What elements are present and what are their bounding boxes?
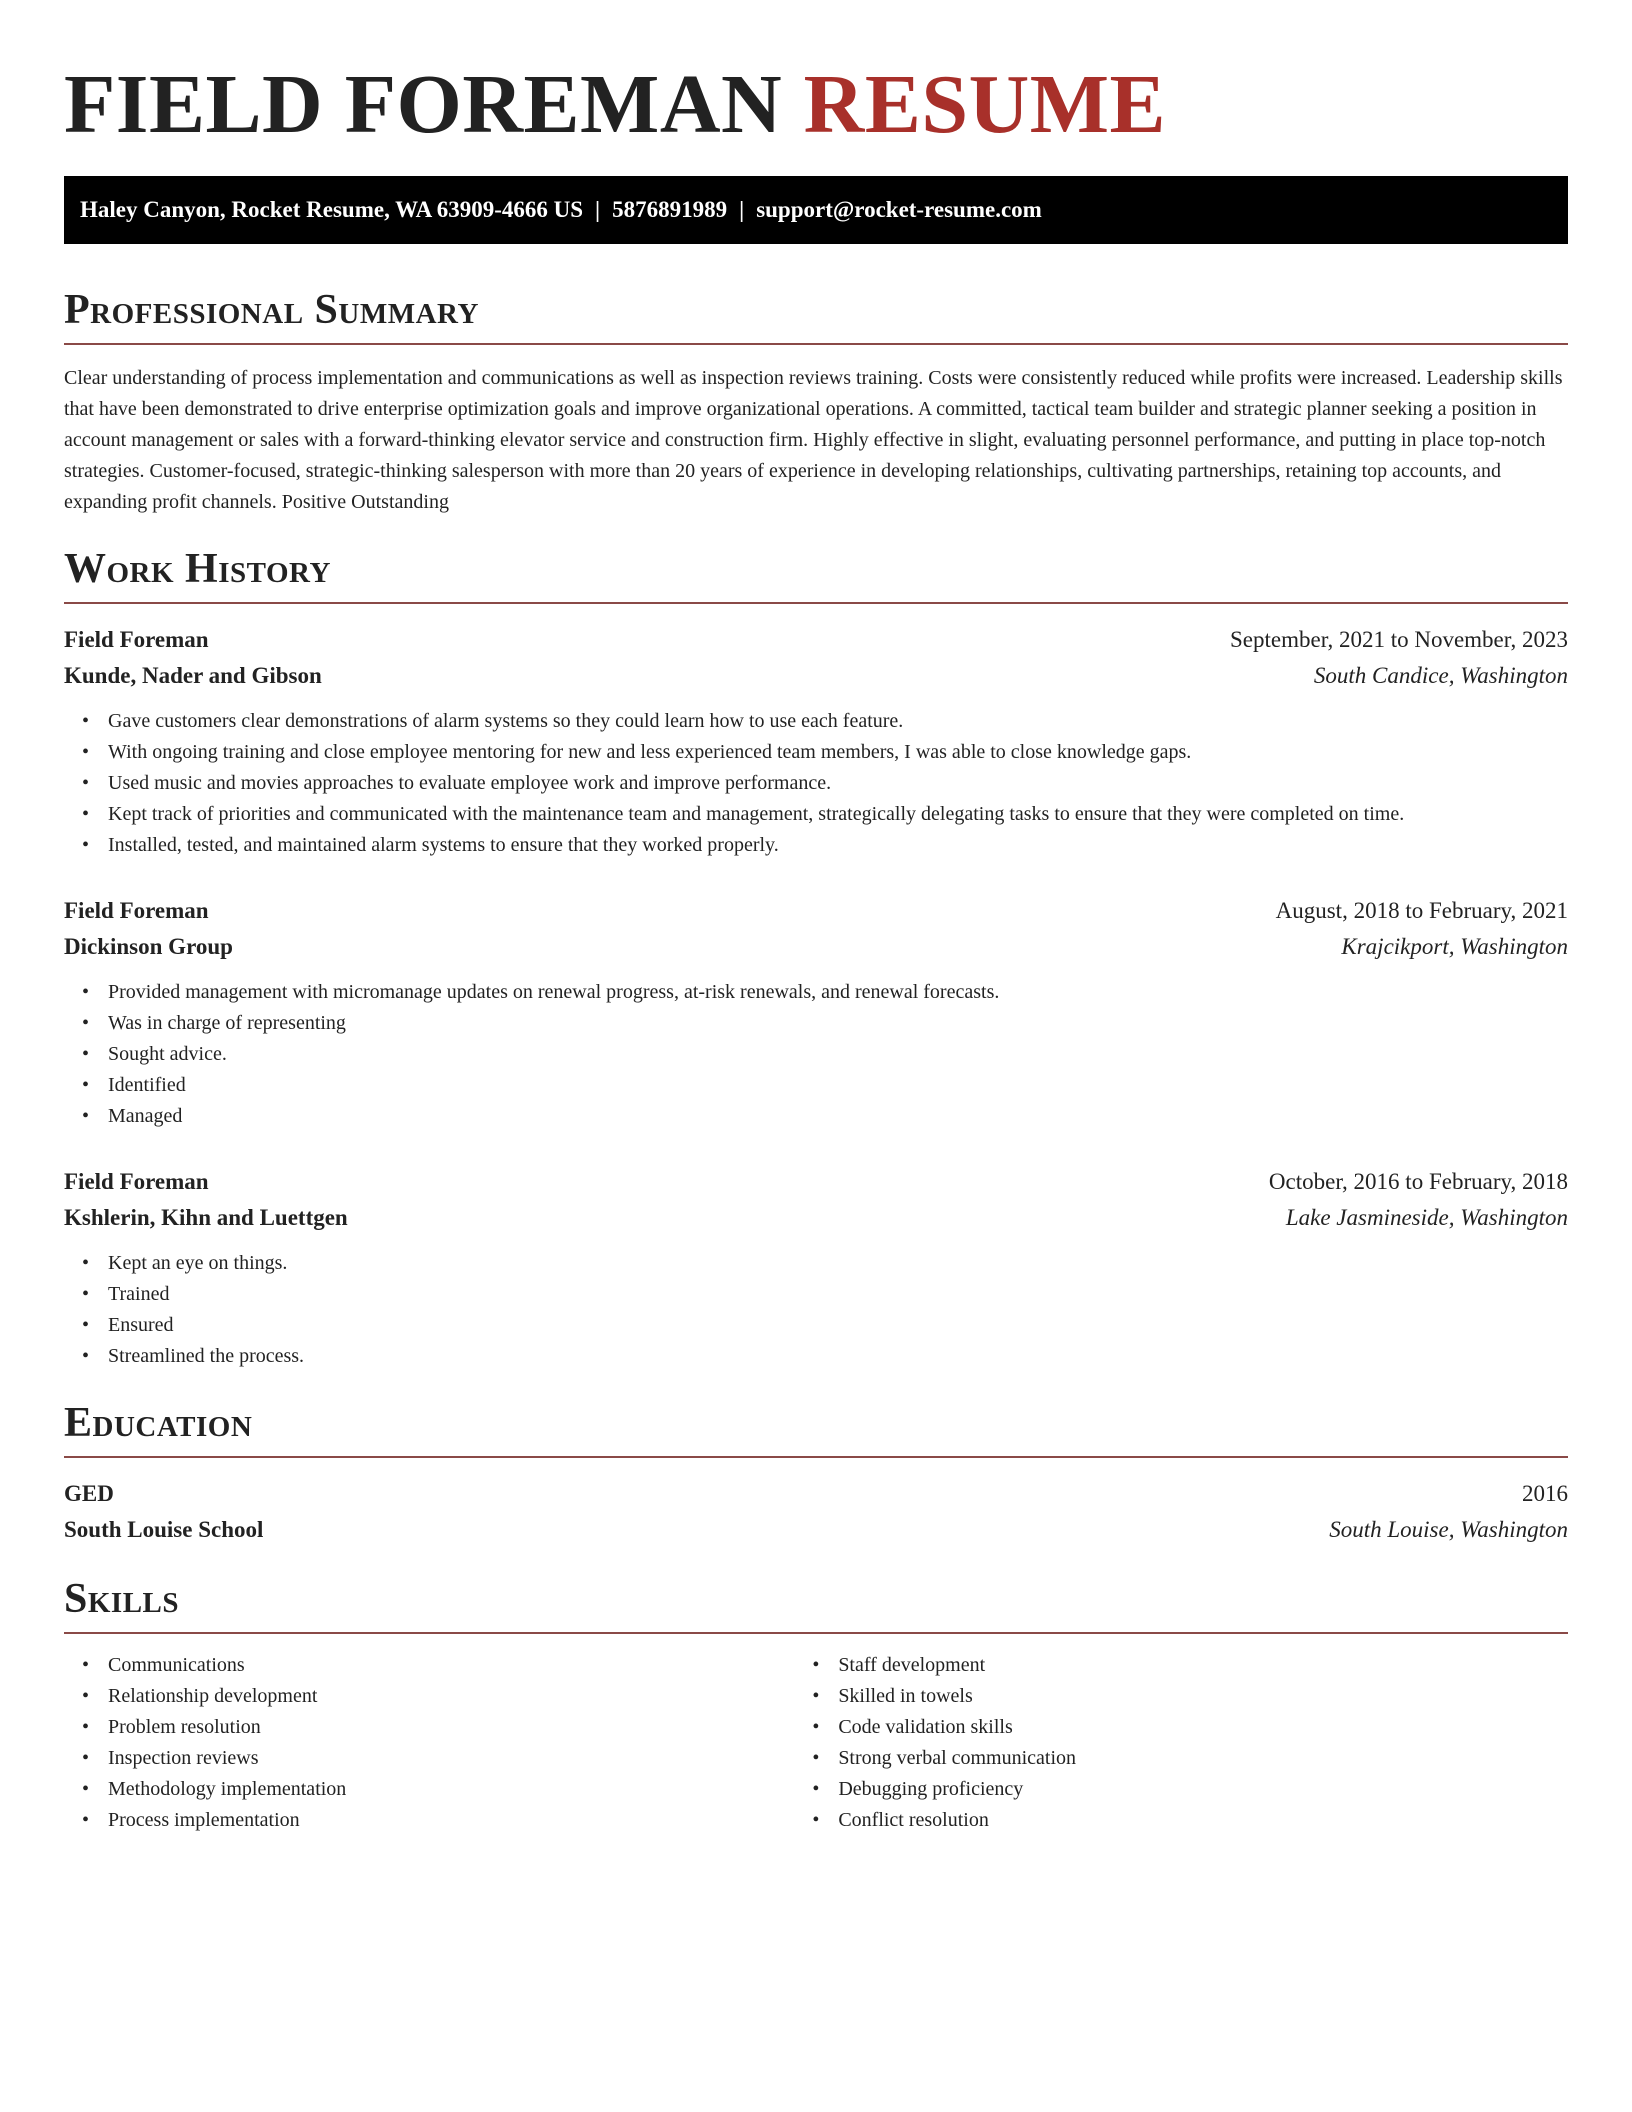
job-entry (64, 893, 1568, 1132)
resume-page (64, 0, 1568, 1836)
education-location: South Louise, Washington (1329, 1517, 1568, 1542)
skill-item: • Staff development (838, 1650, 1568, 1681)
list-item: • Gave customers clear demonstrations of alarm systems so they could learn how to use each feature. (108, 706, 1568, 737)
summary-section (64, 285, 1568, 518)
skill-item: • Debugging proficiency (838, 1774, 1568, 1805)
title-main: FIELD FOREMAN (64, 58, 783, 151)
job-dates: October, 2016 to February, 2018 (1268, 1169, 1568, 1194)
job-title: Field Foreman (64, 898, 209, 923)
education-subheader (64, 1512, 1568, 1548)
resume-title (64, 0, 1568, 155)
job-bullets (64, 977, 1568, 1132)
job-subheader (64, 929, 1568, 965)
skill-item: • Problem resolution (108, 1712, 794, 1743)
job-company: Kunde, Nader and Gibson (64, 663, 322, 688)
job-header (64, 622, 1568, 658)
skills-section (64, 1574, 1568, 1836)
job-entry (64, 1164, 1568, 1372)
job-bullets (64, 706, 1568, 861)
contact-address: Haley Canyon, Rocket Resume, WA 63909-4666 US (80, 197, 584, 222)
job-subheader (64, 658, 1568, 694)
skill-item: • Conflict resolution (838, 1805, 1568, 1836)
education-heading: Education (64, 1400, 253, 1446)
job-title: Field Foreman (64, 627, 209, 652)
list-item: • With ongoing training and close employee mentoring for new and less experienced team members, I was able to close knowledge gaps. (108, 737, 1568, 768)
job-entry (64, 622, 1568, 861)
list-item: • Managed (108, 1101, 1568, 1132)
skill-item: • Process implementation (108, 1805, 794, 1836)
skill-item: • Relationship development (108, 1681, 794, 1712)
job-location: Krajcikport, Washington (1341, 934, 1568, 959)
contact-email: support@rocket-resume.com (756, 197, 1042, 222)
skills-columns (64, 1650, 1568, 1836)
education-section (64, 1398, 1568, 1548)
job-location: South Candice, Washington (1313, 663, 1568, 688)
list-item: • Sought advice. (108, 1039, 1568, 1070)
summary-text: Clear understanding of process implementation and communications as well as inspection reviews training. Costs were consistently reduced while profits were increased. Leadership skills that have been demonstrated to drive enterprise optimization goals and improve organizational operations. A committed, tactical team builder and strategic planner seeking a position in account management or sales with a forward-thinking elevator service and construction firm. Highly effective in slight, evaluating personnel performance, and putting in place top-notch strategies. Customer-focused, strategic-thinking salesperson with more than 20 years of experience in developing relationships, cultivating partnerships, retaining top accounts, and expanding profit channels. Positive Outstanding (64, 367, 1563, 513)
list-item: • Kept track of priorities and communicated with the maintenance team and management, strategically delegating tasks to ensure that they were completed on time. (108, 799, 1568, 830)
title-accent: RESUME (803, 58, 1167, 151)
work-history-section (64, 544, 1568, 1372)
section-divider (64, 602, 1568, 604)
education-entry (64, 1476, 1568, 1548)
job-title: Field Foreman (64, 1169, 209, 1194)
skill-item: • Code validation skills (838, 1712, 1568, 1743)
education-degree: GED (64, 1481, 114, 1506)
contact-bar (64, 176, 1568, 244)
education-school: South Louise School (64, 1517, 264, 1542)
skill-item: • Communications (108, 1650, 794, 1681)
work-history-heading: Work History (64, 546, 331, 592)
job-bullets (64, 1248, 1568, 1372)
job-dates: September, 2021 to November, 2023 (1230, 627, 1568, 652)
contact-phone: 5876891989 (612, 197, 728, 222)
job-company: Kshlerin, Kihn and Luettgen (64, 1205, 348, 1230)
section-divider (64, 1632, 1568, 1634)
contact-separator: | (595, 197, 601, 222)
section-divider (64, 343, 1568, 345)
skill-item: • Skilled in towels (838, 1681, 1568, 1712)
skills-list-right (794, 1650, 1568, 1836)
job-dates: August, 2018 to February, 2021 (1275, 898, 1568, 923)
education-year: 2016 (1522, 1481, 1568, 1506)
list-item: • Kept an eye on things. (108, 1248, 1568, 1279)
list-item: • Identified (108, 1070, 1568, 1101)
list-item: • Installed, tested, and maintained alarm systems to ensure that they worked properly. (108, 830, 1568, 861)
list-item: • Streamlined the process. (108, 1341, 1568, 1372)
section-divider (64, 1456, 1568, 1458)
skills-list-left (64, 1650, 794, 1836)
list-item: • Trained (108, 1279, 1568, 1310)
skill-item: • Strong verbal communication (838, 1743, 1568, 1774)
job-company: Dickinson Group (64, 934, 233, 959)
list-item: • Ensured (108, 1310, 1568, 1341)
summary-heading: Professional Summary (64, 287, 479, 333)
job-location: Lake Jasmineside, Washington (1285, 1205, 1568, 1230)
job-header (64, 1164, 1568, 1200)
job-header (64, 893, 1568, 929)
education-header (64, 1476, 1568, 1512)
list-item: • Was in charge of representing (108, 1008, 1568, 1039)
job-subheader (64, 1200, 1568, 1236)
skill-item: • Methodology implementation (108, 1774, 794, 1805)
list-item: • Provided management with micromanage updates on renewal progress, at-risk renewals, and renewal forecasts. (108, 977, 1568, 1008)
skill-item: • Inspection reviews (108, 1743, 794, 1774)
skills-heading: Skills (64, 1576, 180, 1622)
contact-separator: | (739, 197, 745, 222)
list-item: • Used music and movies approaches to evaluate employee work and improve performance. (108, 768, 1568, 799)
